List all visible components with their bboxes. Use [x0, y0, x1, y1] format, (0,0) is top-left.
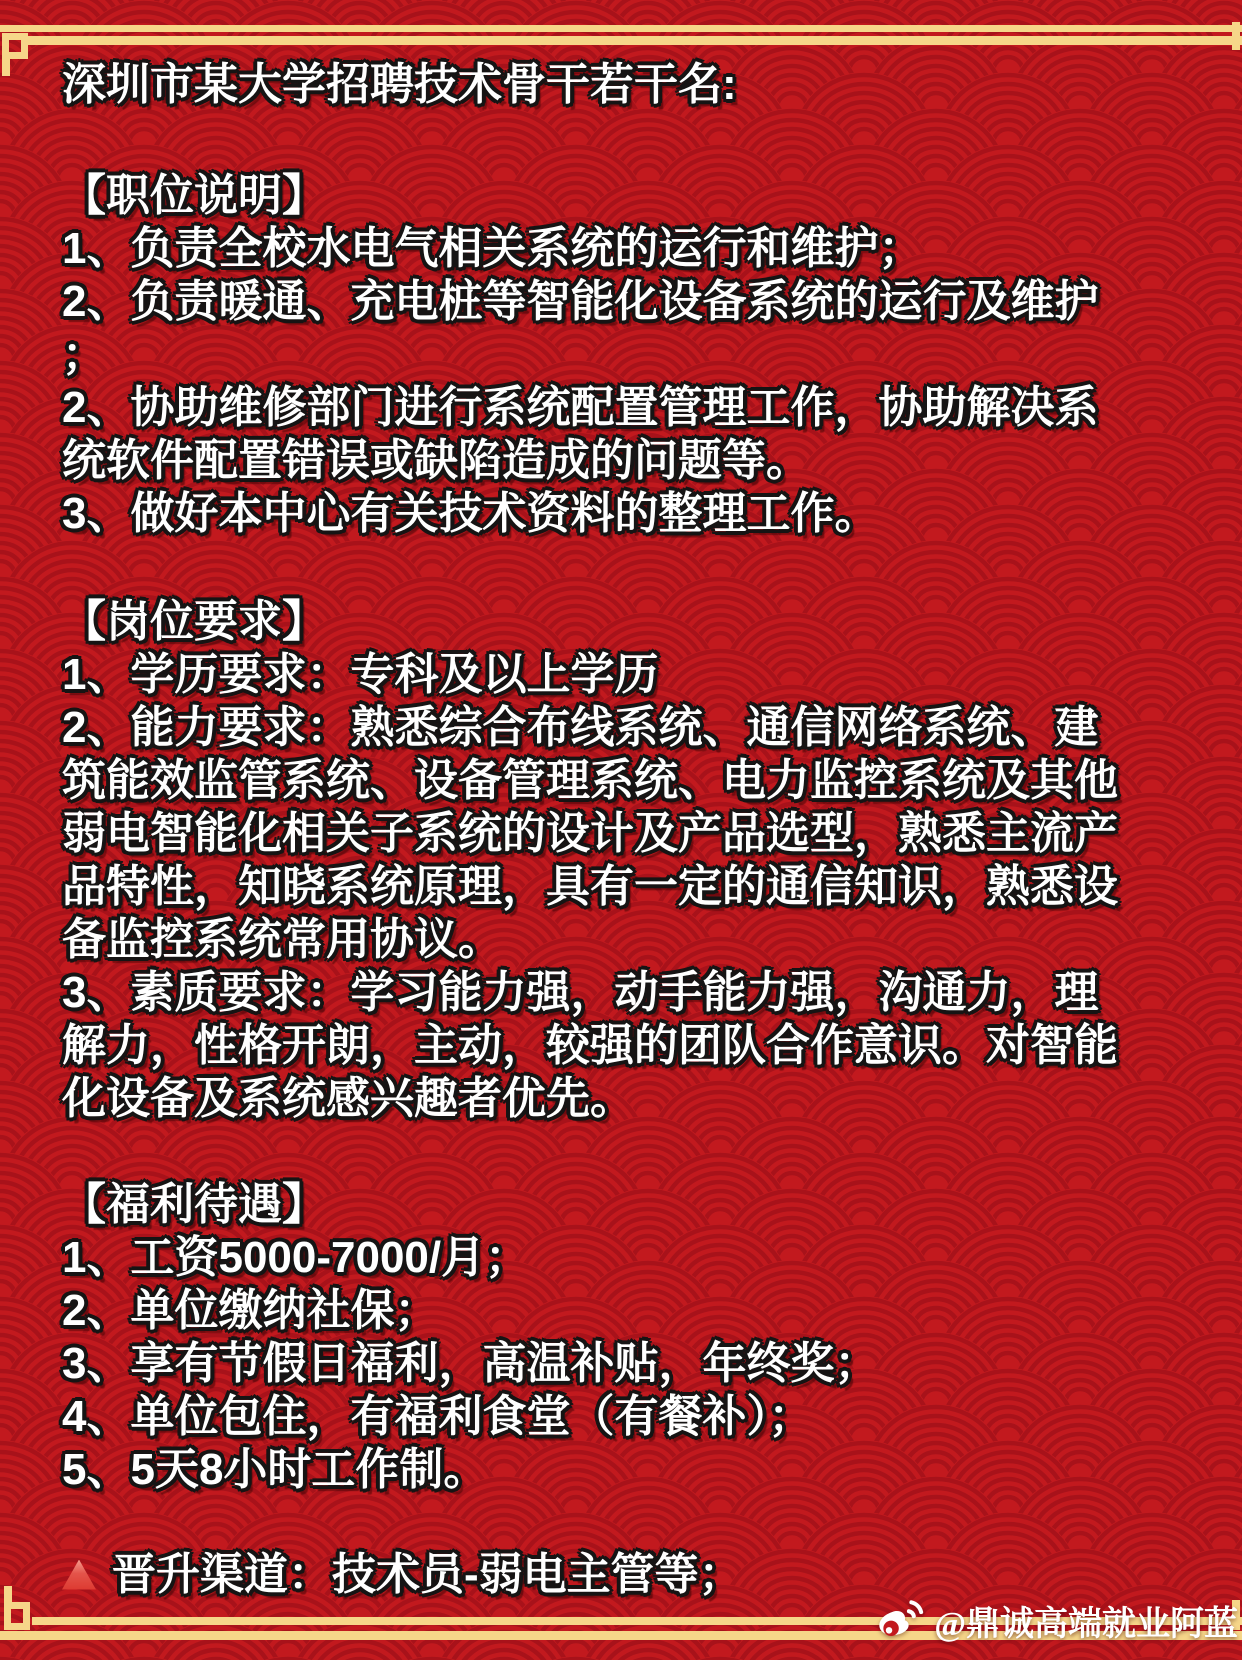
text-line: ； [62, 330, 106, 379]
promotion-path-row [62, 1548, 1202, 1601]
section-heading-job-requirements: 【岗位要求】 [62, 597, 326, 646]
poster-title: 深圳市某大学招聘技术骨干若干名: [62, 60, 737, 109]
text-line: 1、工资5000-7000/月； [62, 1233, 530, 1282]
text-line: 2、协助维修部门进行系统配置管理工作，协助解决系 [62, 383, 1099, 432]
top-border-line-thin [0, 25, 1242, 32]
top-border-line-thick [28, 36, 1242, 45]
bottom-left-border-stub [4, 1586, 12, 1604]
text-line: 筑能效监管系统、设备管理系统、电力监控系统及其他 [62, 756, 1118, 805]
text-line: 2、能力要求：熟悉综合布线系统、通信网络系统、建 [62, 703, 1099, 752]
bottom-left-border-knot [4, 1602, 30, 1630]
section-heading-job-description: 【职位说明】 [62, 171, 326, 220]
text-line: 2、单位缴纳社保； [62, 1286, 439, 1335]
text-line: 5、5天8小时工作制。 [62, 1445, 488, 1494]
text-line: 3、做好本中心有关技术资料的整理工作。 [62, 489, 879, 538]
text-line: 解力，性格开朗，主动，较强的团队合作意识。对智能 [62, 1021, 1118, 1070]
spacer [62, 111, 1202, 169]
text-line: 1、负责全校水电气相关系统的运行和维护； [62, 224, 923, 273]
weibo-icon [874, 1597, 926, 1645]
section-heading-benefits: 【福利待遇】 [62, 1180, 326, 1229]
top-left-border-knot [2, 33, 28, 59]
text-line: 2、负责暖通、充电桩等智能化设备系统的运行及维护 [62, 277, 1099, 326]
top-left-border-stub [2, 58, 10, 76]
text-line: 备监控系统常用协议。 [62, 915, 502, 964]
red-triangle-icon [62, 1560, 96, 1590]
text-line: 4、单位包住，有福利食堂（有餐补）； [62, 1392, 813, 1441]
spacer [62, 540, 1202, 595]
text-line: 品特性，知晓系统原理，具有一定的通信知识，熟悉设 [62, 862, 1118, 911]
text-line: 3、享有节假日福利，高温补贴，年终奖； [62, 1339, 879, 1388]
poster-content [62, 58, 1202, 1601]
spacer [62, 1496, 1202, 1548]
watermark [874, 1596, 1238, 1645]
spacer [62, 1125, 1202, 1178]
text-line: 3、素质要求：学习能力强，动手能力强，沟通力，理 [62, 968, 1099, 1017]
top-right-border-bar [1232, 22, 1240, 50]
text-line: 统软件配置错误或缺陷造成的问题等。 [62, 436, 810, 485]
watermark-handle: @鼎诚高端就业阿蓝 [934, 1606, 1238, 1643]
text-line: 化设备及系统感兴趣者优先。 [62, 1074, 634, 1123]
promotion-path-text: 晋升渠道：技术员-弱电主管等； [112, 1550, 743, 1599]
text-line: 1、学历要求：专科及以上学历 [62, 650, 659, 699]
text-line: 弱电智能化相关子系统的设计及产品选型，熟悉主流产 [62, 809, 1118, 858]
